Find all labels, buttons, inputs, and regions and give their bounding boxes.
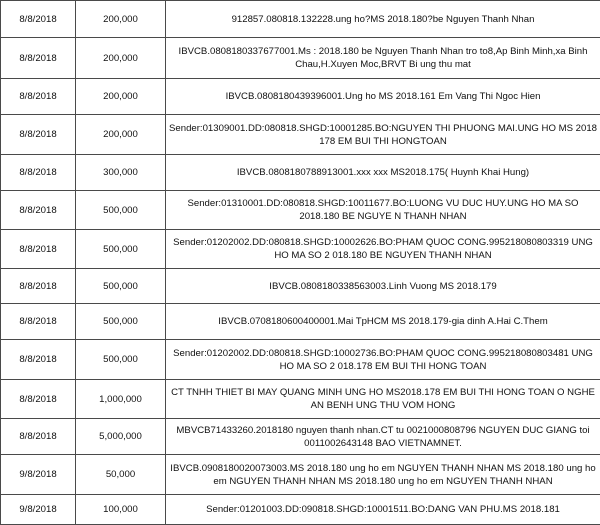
date-cell: 8/8/2018 [1,1,76,38]
amount-cell: 500,000 [76,340,166,380]
table-row [1,495,600,525]
description-cell: Sender:01202002.DD:080818.SHGD:10002626.BO:PHAM QUOC CONG.995218080803319 UNG HO MA SO 2 018.180 BE NGUYEN THANH NHAN [166,230,600,269]
table-row [1,38,600,79]
description-cell: MBVCB71433260.2018180 nguyen thanh nhan.CT tu 0021000808796 NGUYEN DUC GIANG toi 0011002643148 BAO VIETNAMNET. [166,419,600,455]
table-row [1,304,600,340]
table-row [1,380,600,419]
amount-cell: 500,000 [76,269,166,304]
amount-cell: 500,000 [76,191,166,230]
table-row [1,455,600,495]
description-cell: CT TNHH THIET BI MAY QUANG MINH UNG HO MS2018.178 EM BUI THI HONG TOAN O NGHE AN BENH UNG THU VOM HONG [166,380,600,419]
date-cell: 9/8/2018 [1,495,76,525]
description-cell: IBVCB.0808180439396001.Ung ho MS 2018.161 Em Vang Thi Ngoc Hien [166,79,600,115]
amount-cell: 1,000,000 [76,380,166,419]
ledger-body [1,1,600,525]
table-row [1,191,600,230]
description-cell: Sender:01309001.DD:080818.SHGD:10001285.BO:NGUYEN THI PHUONG MAI.UNG HO MS 2018 178 EM BUI THI HONGTOAN [166,115,600,155]
description-cell: 912857.080818.132228.ung ho?MS 2018.180?be Nguyen Thanh Nhan [166,1,600,38]
description-cell: IBVCB.0808180788913001.xxx xxx MS2018.175( Huynh Khai Hung) [166,155,600,191]
date-cell: 8/8/2018 [1,38,76,79]
table-row [1,1,600,38]
date-cell: 8/8/2018 [1,304,76,340]
amount-cell: 500,000 [76,230,166,269]
amount-cell: 50,000 [76,455,166,495]
amount-cell: 100,000 [76,495,166,525]
date-cell: 8/8/2018 [1,380,76,419]
amount-cell: 200,000 [76,38,166,79]
date-cell: 8/8/2018 [1,115,76,155]
description-cell: IBVCB.0708180600400001.Mai TpHCM MS 2018.179-gia dinh A.Hai C.Them [166,304,600,340]
date-cell: 8/8/2018 [1,191,76,230]
table-row [1,269,600,304]
date-cell: 9/8/2018 [1,455,76,495]
amount-cell: 200,000 [76,79,166,115]
description-cell: IBVCB.0808180338563003.Linh Vuong MS 2018.179 [166,269,600,304]
table-row [1,79,600,115]
date-cell: 8/8/2018 [1,419,76,455]
table-row [1,340,600,380]
date-cell: 8/8/2018 [1,79,76,115]
description-cell: Sender:01202002.DD:080818.SHGD:10002736.BO:PHAM QUOC CONG.995218080803481 UNG HO MA SO 2 018.178 EM BUI THI HONG TOAN [166,340,600,380]
table-row [1,155,600,191]
date-cell: 8/8/2018 [1,155,76,191]
date-cell: 8/8/2018 [1,230,76,269]
date-cell: 8/8/2018 [1,269,76,304]
amount-cell: 200,000 [76,1,166,38]
amount-cell: 300,000 [76,155,166,191]
amount-cell: 5,000,000 [76,419,166,455]
description-cell: IBVCB.0808180337677001.Ms : 2018.180 be Nguyen Thanh Nhan tro to8,Ap Binh Minh,xa Binh Chau,H.Xuyen Moc,BRVT Bi ung thu mat [166,38,600,79]
amount-cell: 200,000 [76,115,166,155]
date-cell: 8/8/2018 [1,340,76,380]
description-cell: Sender:01310001.DD:080818.SHGD:10011677.BO:LUONG VU DUC HUY.UNG HO MA SO 2018.180 BE NGUYE N THANH NHAN [166,191,600,230]
table-row [1,419,600,455]
amount-cell: 500,000 [76,304,166,340]
description-cell: IBVCB.0908180020073003.MS 2018.180 ung ho em NGUYEN THANH NHAN MS 2018.180 ung ho em NGUYEN THANH NHAN MS 2018.180 ung ho em NGUYEN THANH NHAN [166,455,600,495]
table-row [1,115,600,155]
table-row [1,230,600,269]
description-cell: Sender:01201003.DD:090818.SHGD:10001511.BO:DANG VAN PHU.MS 2018.181 [166,495,600,525]
